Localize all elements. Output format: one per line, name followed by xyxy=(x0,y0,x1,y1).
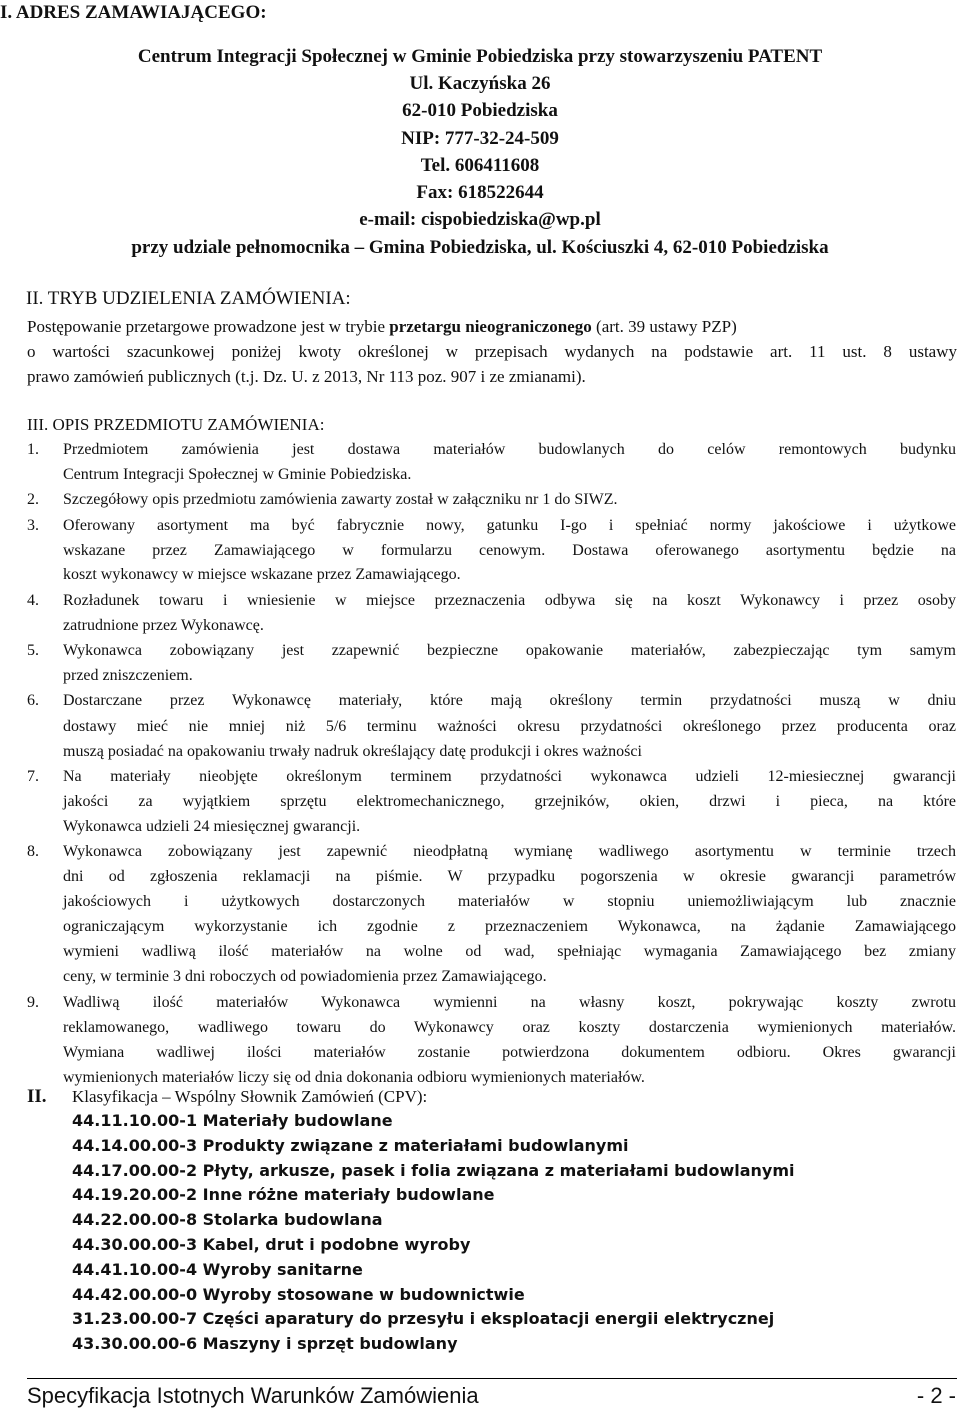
address-line: przy udziale pełnomocnika – Gmina Pobiedziska, ul. Kościuszki 4, 62-010 Pobiedziska xyxy=(131,237,829,258)
list-item-line: reklamowanego, wadliwego towaru do Wykonawcy oraz koszty dostarczenia wymienionych materiałów. xyxy=(63,1019,956,1036)
list-item-line: Na materiały nieobjęte określonym terminem przydatności wykonawca udzieli 12-miesiecznej gwarancji xyxy=(63,768,956,785)
cpv-code: 44.19.20.00-2 Inne różne materiały budowlane xyxy=(72,1185,495,1205)
address-line: Tel. 606411608 xyxy=(420,155,540,176)
section-heading: Klasyfikacja – Wspólny Słownik Zamówień (CPV): xyxy=(72,1087,428,1106)
list-item-number: 4. xyxy=(27,592,39,609)
section-heading: I. ADRES ZAMAWIAJĄCEGO: xyxy=(0,2,267,23)
cpv-code: 31.23.00.00-7 Części aparatury do przesyłu i eksploatacji energii elektrycznej xyxy=(72,1309,775,1329)
list-item-number: 7. xyxy=(27,768,39,785)
list-item-line: dni od zgłoszenia reklamacji na piśmie. W przypadku pogorszenia w okresie gwarancji parametrów xyxy=(63,868,956,885)
list-item-line: muszą posiadać na opakowaniu trwały nadruk określający datę produkcji i okres ważności xyxy=(63,743,642,760)
cpv-code: 44.14.00.00-3 Produkty związane z materiałami budowlanymi xyxy=(72,1135,629,1155)
address-line: Fax: 618522644 xyxy=(416,182,544,203)
cpv-code: 44.22.00.00-8 Stolarka budowlana xyxy=(72,1210,383,1230)
list-item-line: Wadliwą ilość materiałów Wykonawca wymienni na własny koszt, pokrywając koszty zwrotu xyxy=(63,994,956,1011)
cpv-code: 43.30.00.00-6 Maszyny i sprzęt budowlany xyxy=(72,1334,458,1354)
list-item-line: zatrudnione przez Wykonawcę. xyxy=(63,617,264,634)
list-item-number: 3. xyxy=(27,517,39,534)
footer-title: Specyfikacja Istotnych Warunków Zamówienia xyxy=(27,1383,479,1408)
address-line: NIP: 777-32-24-509 xyxy=(401,128,559,149)
text-segment: Postępowanie przetargowe prowadzone jest w trybie xyxy=(27,317,385,336)
text-segment: (art. 39 ustawy PZP) xyxy=(596,317,737,336)
list-item-line: wymieni wadliwą ilość materiałów na wolne od wad, spełniając wymagania Zamawiającego bez zmiany xyxy=(63,943,956,960)
list-item-line: wskazane przez Zamawiającego w formularzu cenowym. Dostawa oferowanego asortymentu będzie na xyxy=(63,542,956,559)
list-item-number: 5. xyxy=(27,642,39,659)
list-item-line: Rozładunek towaru i wniesienie w miejsce przeznaczenia odbywa się na koszt Wykonawcy i przez osoby xyxy=(63,592,956,609)
text-segment-bold: przetargu nieograniczonego xyxy=(389,317,592,336)
list-item-number: 1. xyxy=(27,441,39,458)
list-item-line: Dostarczane przez Wykonawcę materiały, które mają określony termin przydatności muszą w dniu xyxy=(63,692,956,709)
list-item-line: Wykonawca zobowiązany jest zapewnić nieodpłatną wymianę wadliwego asortymentu w terminie trzech xyxy=(63,843,956,860)
list-item-line: ceny, w terminie 3 dni roboczych od powiadomienia przez Zamawiającego. xyxy=(63,968,547,985)
list-item-line: ograniczającym wykorzystanie ich zgodnie z przeznaczeniem Wykonawca, na żądanie Zamawiającego xyxy=(63,918,956,935)
email-line: e-mail: cispobiedziska@wp.pl xyxy=(359,209,601,230)
list-item-line: dostawy mieć nie mniej niż 5/6 terminu ważności okresu przydatności określonego przez producenta oraz xyxy=(63,718,956,735)
list-item-line: wymienionych materiałów liczy się od dnia dokonania odbioru wymienionych materiałów. xyxy=(63,1069,645,1086)
list-item-line: Wykonawca zobowiązany jest zzapewnić bezpieczne opakowanie materiałów, zabezpieczając tym samym xyxy=(63,642,956,659)
list-item-line: Wykonawca udzieli 24 miesięcznej gwarancji. xyxy=(63,818,361,835)
cpv-code: 44.11.10.00-1 Materiały budowlane xyxy=(72,1111,393,1130)
list-item-line: Szczegółowy opis przedmiotu zamówienia zawarty został w załączniku nr 1 do SIWZ. xyxy=(63,491,618,508)
list-item-number: 8. xyxy=(27,843,39,860)
paragraph-line xyxy=(27,317,737,337)
list-item-line: przed zniszczeniem. xyxy=(63,667,193,684)
footer-divider xyxy=(27,1378,957,1379)
address-line: 62-010 Pobiedziska xyxy=(402,100,558,121)
list-item-number: 2. xyxy=(27,491,39,508)
section-heading: II. TRYB UDZIELENIA ZAMÓWIENIA: xyxy=(26,288,351,309)
cpv-code: 44.17.00.00-2 Płyty, arkusze, pasek i folia związana z materiałami budowlanymi xyxy=(72,1160,795,1180)
page-number: - 2 - xyxy=(916,1383,956,1408)
cpv-code: 44.42.00.00-0 Wyroby stosowane w budownictwie xyxy=(72,1284,525,1304)
section-heading: III. OPIS PRZEDMIOTU ZAMÓWIENIA: xyxy=(27,415,325,434)
cpv-code: 44.30.00.00-3 Kabel, drut i podobne wyroby xyxy=(72,1235,471,1254)
list-item-line: Przedmiotem zamówienia jest dostawa materiałów budowlanych do celów remontowych budynku xyxy=(63,441,956,458)
paragraph-line: prawo zamówień publicznych (t.j. Dz. U. z 2013, Nr 113 poz. 907 i ze zmianami). xyxy=(27,367,586,386)
cpv-code: 44.41.10.00-4 Wyroby sanitarne xyxy=(72,1259,363,1279)
list-item-line: Centrum Integracji Społecznej w Gminie Pobiedziska. xyxy=(63,466,412,483)
list-item-line: Oferowany asortyment ma być fabrycznie nowy, gatunku I-go i spełniać normy jakościowe i użytkowe xyxy=(63,517,956,534)
address-line: Centrum Integracji Społecznej w Gminie Pobiedziska przy stowarzyszeniu PATENT xyxy=(137,46,823,67)
list-item-line: koszt wykonawcy w miejsce wskazane przez Zamawiającego. xyxy=(63,566,461,583)
list-item-number: 9. xyxy=(27,994,39,1011)
section-number: II. xyxy=(27,1086,47,1107)
list-item-line: jakości za wyjątkiem sprzętu elektromechanicznego, grzejników, okien, drzwi i pieca, na które xyxy=(63,793,956,810)
list-item-number: 6. xyxy=(27,692,39,709)
paragraph-line: o wartości szacunkowej poniżej kwoty określonej w przepisach wydanych na podstawie art. 11 ust. 8 ustawy xyxy=(27,342,957,361)
address-line: Ul. Kaczyńska 26 xyxy=(409,73,551,94)
list-item-line: Wymiana wadliwej ilości materiałów zostanie potwierdzona dokumentem odbioru. Okres gwarancji xyxy=(63,1044,956,1061)
list-item-line: jakościowych i użytkowych dostarczonych materiałów w stopniu uniemożliwiającym lub znacznie xyxy=(63,893,956,910)
